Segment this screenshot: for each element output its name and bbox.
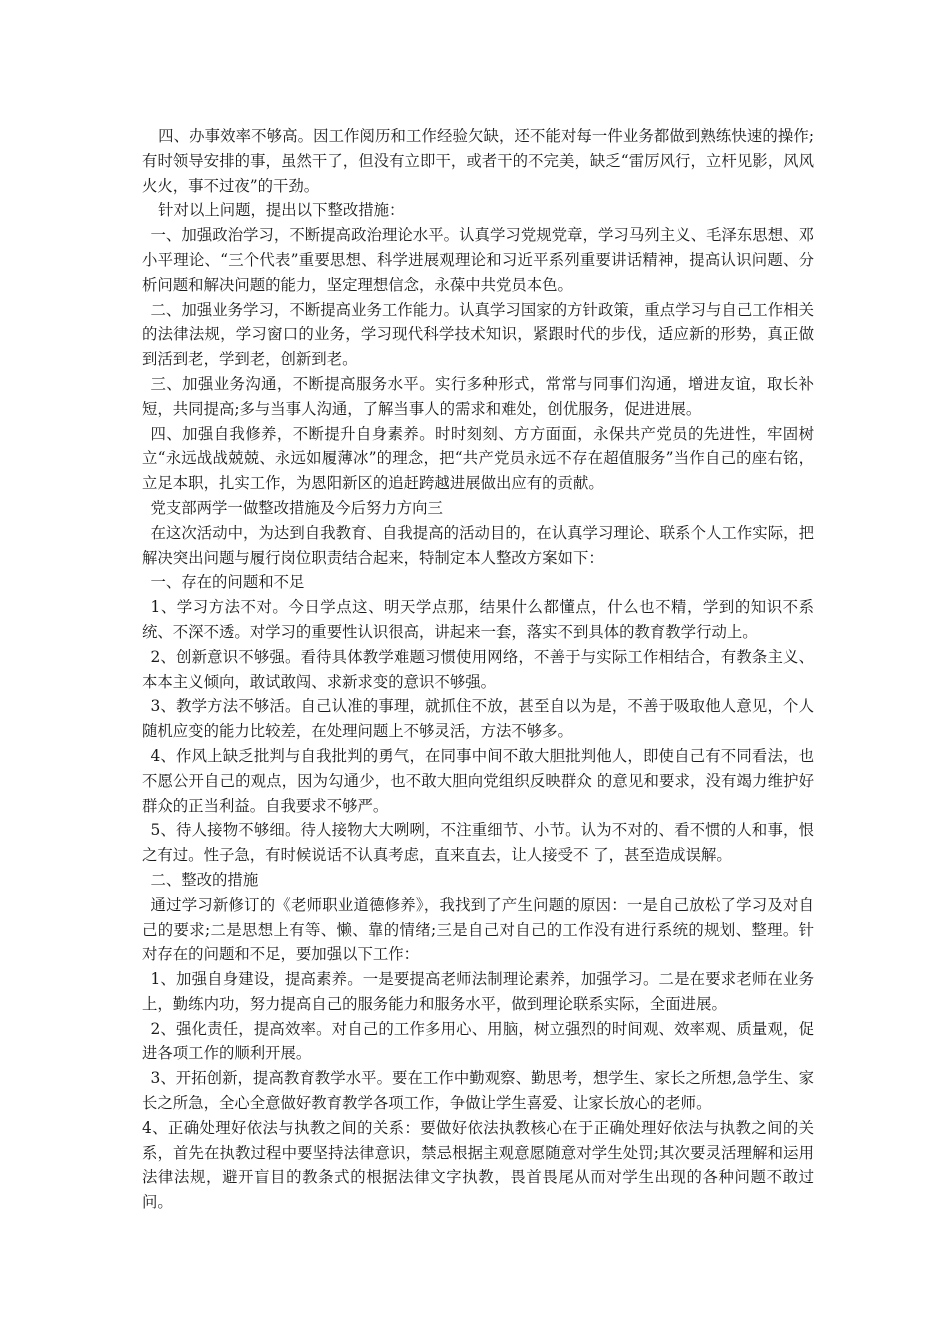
heading-problems: 一、存在的问题和不足 <box>150 573 305 592</box>
paragraph-measures-intro: 针对以上问题，提出以下整改措施： <box>158 201 405 220</box>
paragraph-problem-5: 5、待人接物不够细。待人接物大大咧咧，不注重细节、小节。认为不对的、看不惯的人和事，恨之有过。性子急，有时候说话不认真考虑，直来直去，让人接受不 了，甚至造成误解。 <box>142 821 814 865</box>
paragraph-measure-1: 1、加强自身建设，提高素养。一是要提高老师法制理论素养，加强学习。二是在要求老师在业务上，勤练内功，努力提高自己的服务能力和服务水平，做到理论联系实际，全面进展。 <box>142 970 814 1013</box>
paragraph-problem-1: 1、学习方法不对。今日学点这、明天学点那，结果什么都懂点，什么也不精，学到的知识不系统、不深不透。对学习的重要性认识很高，讲起来一套，落实不到具体的教育教学行动上。 <box>142 598 814 641</box>
paragraph-activity-intro: 在这次活动中，为达到自我教育、自我提高的活动目的，在认真学习理论、联系个人工作实际，把解决突出问题与履行岗位职责结合起来，特制定本人整改方案如下： <box>142 523 814 567</box>
paragraph-communication: 三、加强业务沟通，不断提高服务水平。实行多种形式，常常与同事们沟通，增进友谊，取长补短，共同提高;多与当事人沟通，了解当事人的需求和难处，创优服务，促进进展。 <box>142 374 814 418</box>
heading-rectification: 二、整改的措施 <box>150 870 259 889</box>
paragraph-business-study: 二、加强业务学习，不断提高业务工作能力。认真学习国家的方针政策，重点学习与自己工作相关的法律法规，学习窗口的业务，学习现代科学技术知识，紧跟时代的步伐，适应新的形势，真正做到活到老，学到老，创新到老。 <box>142 300 814 369</box>
paragraph-political-study: 一、加强政治学习，不断提高政治理论水平。认真学习党规党章，学习马列主义、毛泽东思想、邓小平理论、“三个代表”重要思想、科学进展观理论和习近平系列重要讲话精神，提高认识问题、分析问题和解决问题的能力，坚定理想信念，永葆中共党员本色。 <box>142 226 814 294</box>
paragraph-self-cultivation: 四、加强自我修养，不断提升自身素养。时时刻刻、方方面面，永保共产党员的先进性，牢固树立“永远战战兢兢、永远如履薄冰”的理念，把“共产党员永远不存在超值服务”当作自己的座右铭，立足本职，扎实工作，为恩阳新区的追赶跨越进展做出应有的贡献。 <box>142 424 814 493</box>
document-body <box>142 124 814 1215</box>
paragraph-efficiency: 四、办事效率不够高。因工作阅历和工作经验欠缺，还不能对每一件业务都做到熟练快速的操作;有时领导安排的事，虽然干了，但没有立即干，或者干的不完美，缺乏“雷厉风行，立杆见影，风风火火，事不过夜”的干劲。 <box>142 127 814 195</box>
paragraph-rectification-intro: 通过学习新修订的《老师职业道德修养》，我找到了产生问题的原因：一是自己放松了学习及对自己的要求;二是思想上有等、懒、靠的情绪;三是自己对自己的工作没有进行系统的规划、整理。针对存在的问题和不足，要加强以下工作： <box>142 895 814 964</box>
section-title-three: 党支部两学一做整改措施及今后努力方向三 <box>150 498 443 517</box>
paragraph-measure-3: 3、开拓创新，提高教育教学水平。要在工作中勤观察、勤思考，想学生、家长之所想,急学生、家长之所急，全心全意做好教育教学各项工作，争做让学生喜爱、让家长放心的老师。 <box>142 1069 814 1113</box>
paragraph-measure-2: 2、强化责任，提高效率。对自己的工作多用心、用脑，树立强烈的时间观、效率观、质量观，促进各项工作的顺利开展。 <box>142 1019 814 1063</box>
paragraph-measure-4: 4、正确处理好依法与执教之间的关系：要做好依法执教核心在于正确处理好依法与执教之间的关系，首先在执教过程中要坚持法律意识，禁忌根据主观意愿随意对学生处罚;其次要灵活理解和运用法律法规，避开盲目的教条式的根据法律文字执教，畏首畏尾从而对学生出现的各种问题不敢过问。 <box>142 1118 814 1212</box>
paragraph-problem-2: 2、创新意识不够强。看待具体教学难题习惯使用网络，不善于与实际工作相结合，有教条主义、本本主义倾向，敢试敢闯、求新求变的意识不够强。 <box>142 647 814 691</box>
paragraph-problem-3: 3、教学方法不够活。自己认准的事理，就抓住不放，甚至自以为是，不善于吸取他人意见，个人随机应变的能力比较差，在处理问题上不够灵活，方法不够多。 <box>142 697 814 741</box>
paragraph-problem-4: 4、作风上缺乏批判与自我批判的勇气，在同事中间不敢大胆批判他人，即使自己有不同看法，也不愿公开自己的观点，因为勾通少，也不敢大胆向党组织反映群众 的意见和要求，没有竭力维护好群众的正当利益。自我要求不够严。 <box>142 746 814 815</box>
